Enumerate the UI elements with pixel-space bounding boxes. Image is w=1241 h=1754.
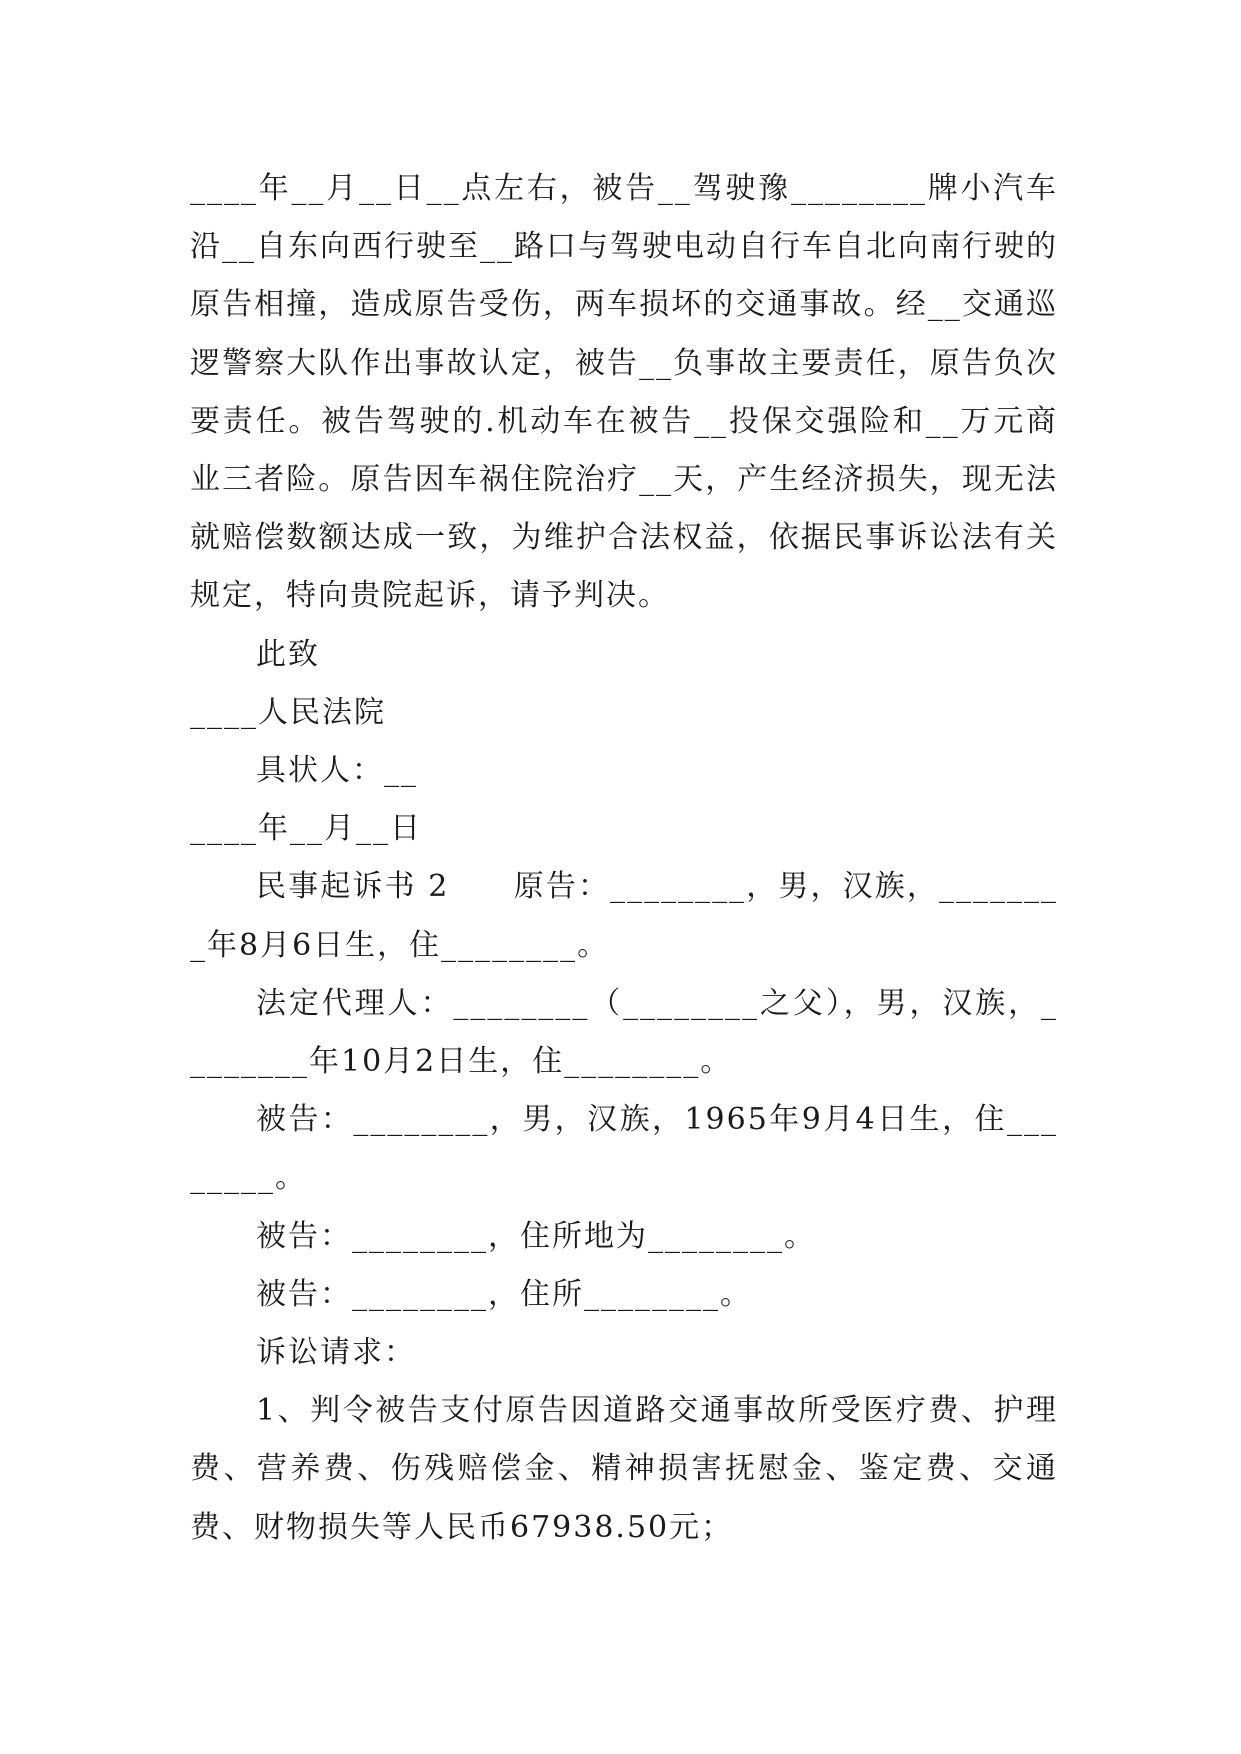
paragraph-accident-facts: ____年__月__日__点左右，被告__驾驶豫________牌小汽车沿__自东向西行驶至__路口与驾驶电动自行车自北向南行驶的原告相撞，造成原告受伤，两车损坏的交通事故。经__交通巡逻警察大队作出事故认定，被告__负事故主要责任，原告负次要责任。被告驾驶的.机动车在被告__投保交强险和__万元商业三者险。原告因车祸住院治疗__天，产生经济损失，现无法就赔偿数额达成一致，为维护合法权益，依据民事诉讼法有关规定，特向贵院起诉，请予判决。 [190, 171, 1058, 614]
paragraph-petitioner: 具状人：__ [256, 753, 418, 789]
paragraph-defendant-1: 被告：________，男，汉族，1965年9月4日生，住________。 [190, 1102, 1058, 1196]
paragraph-legal-representative: 法定代理人：________（________之父），男，汉族，________年10月2日生，住________。 [190, 985, 1058, 1080]
paragraph-court: ____人民法院 [190, 694, 386, 730]
paragraph-defendant-3: 被告：________，住所________。 [256, 1276, 752, 1312]
paragraph-plaintiff: 民事起诉书 2 原告：________，男，汉族，________年8月6日生，住________。 [190, 869, 1058, 963]
paragraph-claim-1: 1、判令被告支付原告因道路交通事故所受医疗费、护理费、营养费、伤残赔偿金、精神损害抚慰金、鉴定费、交通费、财物损失等人民币67938.50元； [190, 1393, 1058, 1545]
paragraph-claims-heading: 诉讼请求： [256, 1335, 416, 1371]
paragraph-date: ____年__月__日 [190, 811, 422, 847]
paragraph-salutation: 此致 [256, 636, 320, 672]
document-body [190, 160, 1058, 1557]
paragraph-defendant-2: 被告：________，住所地为________。 [256, 1218, 816, 1254]
